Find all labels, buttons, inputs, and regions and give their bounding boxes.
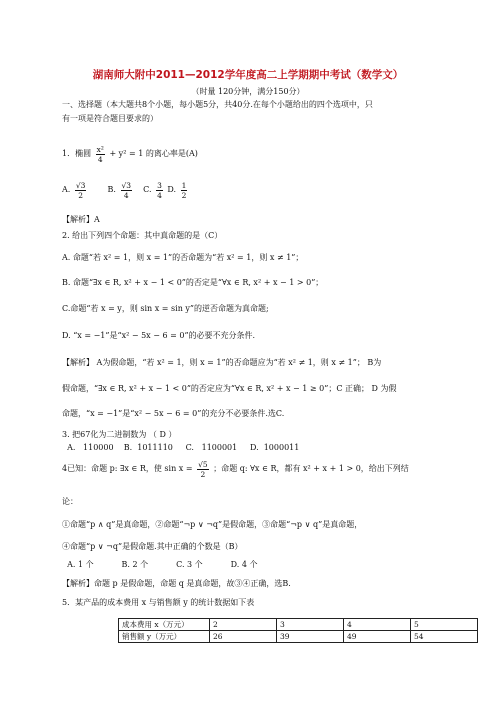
q1-opt-a-num: √3 — [75, 180, 86, 190]
q1-opt-c-num: 3 — [157, 180, 162, 190]
table-row — [119, 631, 478, 643]
q4-statements-line1: ①命题“p ∧ q”是真命题，②命题“¬p ∨ ¬q”是假命题，③命题“¬p ∨ q”是真命题， — [62, 520, 363, 529]
q1-opt-c-den: 4 — [157, 190, 162, 200]
q2-option-a: A. 命题“若 x² = 1，则 x = 1”的否命题为“若 x² = 1，则 x ≠ 1”； — [62, 253, 304, 262]
q4-analysis: 【解析】命题 p 是假命题，命题 q 是真命题，故③④正确，选B. — [62, 579, 291, 588]
q4-fraction — [197, 460, 209, 479]
q1-opt-b-den: 4 — [123, 190, 129, 200]
q1-opt-b-frac — [121, 181, 133, 200]
q1-opt-c-label: C. — [143, 185, 152, 194]
q4-stem-line2: 论： — [62, 497, 78, 506]
exam-subtitle: （时量 120分钟，满分150分） — [191, 87, 305, 96]
table-cell: 成本费用 x（万元） — [119, 619, 210, 631]
q1-opt-d-num: 1 — [181, 180, 187, 190]
q1-fraction — [96, 145, 105, 164]
q2-analysis-line2: 假命题，“∃x ∈ R, x² + x − 1 < 0”的否定应为“∀x ∈ R, x² + x − 1 ≥ 0”；C 正确； D 为假 — [62, 384, 397, 393]
q1-opt-d-frac — [181, 181, 188, 200]
q3-options: A. 110000 B. 1011110 C. 1100001 D. 1000011 — [62, 443, 300, 452]
q1-stem-suffix: + y² = 1 的离心率是(A) — [109, 149, 198, 158]
q4-frac-den: 2 — [200, 469, 206, 479]
table-cell: 4 — [344, 619, 411, 631]
q5-stem: 5．某产品的成本费用 x 与销售额 y 的统计数据如下表 — [62, 598, 255, 607]
q1-opt-d-label: D. — [167, 185, 177, 194]
q1-opt-c-frac — [156, 181, 163, 200]
q4-statements-line2: ④命题“p ∨ ¬q”是假命题.其中正确的个数是（B） — [62, 542, 243, 551]
table-cell: 26 — [210, 631, 277, 643]
q1-analysis: 【解析】A — [62, 215, 100, 224]
section-heading-line1: 一、选择题（本大题共8个小题，每小题5分，共40分.在每个小题给出的四个选项中，只 — [62, 100, 373, 109]
table-row — [119, 619, 478, 631]
q2-stem: 2. 给出下列四个命题：其中真命题的是（C） — [62, 231, 223, 240]
q5-data-table — [118, 618, 478, 643]
q1-frac-num: x² — [96, 144, 104, 154]
q4-stem-prefix: 4已知：命题 p: ∃x ∈ R，使 sin x = — [62, 464, 193, 473]
table-cell: 5 — [411, 619, 478, 631]
table-cell: 39 — [277, 631, 344, 643]
q2-option-d: D. “x = −1”是“x² − 5x − 6 = 0”的必要不充分条件. — [62, 331, 256, 340]
page-title: 湖南师大附中2011—2012学年度高二上学期期中考试（数学文） — [92, 69, 404, 81]
q2-option-b: B. 命题“∃x ∈ R, x² + x − 1 < 0”的否定是“∀x ∈ R, x² + x − 1 > 0”； — [62, 278, 324, 287]
q4-stem-suffix: ；命题 q: ∀x ∈ R，都有 x² + x + 1 > 0，给出下列结 — [213, 464, 409, 473]
q1-opt-a-label: A. — [62, 185, 71, 194]
q1-opt-a-frac — [75, 181, 87, 200]
table-cell: 54 — [411, 631, 478, 643]
q3-stem: 3. 把67化为二进制数为 （ D ） — [62, 430, 177, 439]
table-cell: 销售额 y（万元） — [119, 631, 210, 643]
q1-opt-b-num: √3 — [121, 180, 132, 190]
q2-analysis-line3: 命题，“x = −1”是“x² − 5x − 6 = 0”的充分不必要条件.选C. — [62, 409, 285, 418]
table-cell: 49 — [344, 631, 411, 643]
q1-options — [62, 180, 189, 200]
q1-frac-den: 4 — [97, 154, 103, 164]
q1-opt-a-den: 2 — [78, 190, 84, 200]
q1-opt-b-label: B. — [107, 185, 116, 194]
table-cell: 3 — [277, 619, 344, 631]
table-cell: 2 — [210, 619, 277, 631]
q1-stem-prefix: 1．椭圆 — [62, 149, 92, 158]
q4-stem — [62, 458, 409, 480]
q4-options: A. 1 个 B. 2 个 C. 3 个 D. 4 个 — [62, 560, 258, 569]
q1-stem — [62, 144, 198, 164]
q2-analysis-line1: 【解析】 A为假命题，“若 x² = 1，则 x = 1”的否命题应为“若 x² ≠ 1，则 x ≠ 1”； B为 — [62, 358, 382, 367]
q2-option-c: C.命题“若 x = y，则 sin x = sin y”的逆否命题为真命题; — [62, 304, 269, 313]
q4-frac-num: √5 — [198, 459, 208, 469]
q1-opt-d-den: 2 — [181, 190, 187, 200]
section-heading-line2: 有一项是符合题目要求的） — [62, 114, 158, 123]
